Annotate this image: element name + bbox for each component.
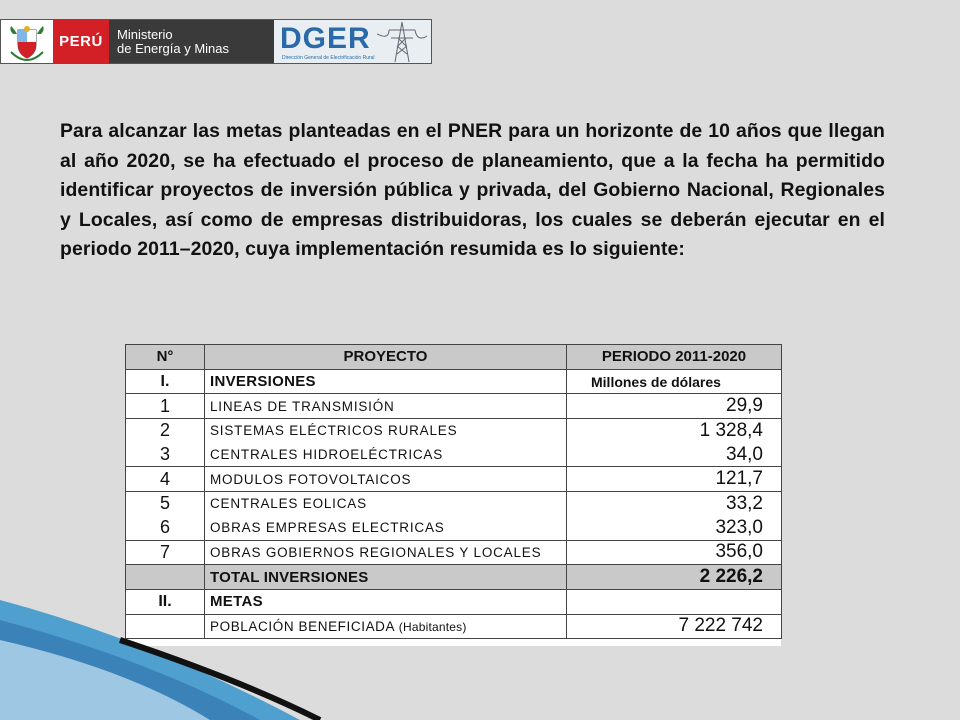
total-number-cell [126, 565, 205, 590]
row-number: 1 [126, 394, 205, 419]
population-value: 7 222 742 [567, 614, 782, 639]
ministry-label [109, 20, 274, 63]
row-value: 356,0 [567, 540, 782, 565]
power-tower-icon [377, 20, 427, 63]
row-project: CENTRALES HIDROELÉCTRICAS [205, 443, 567, 467]
row-number: 5 [126, 492, 205, 516]
row-value: 34,0 [567, 443, 782, 467]
row-value: 121,7 [567, 467, 782, 492]
row-project: MODULOS FOTOVOLTAICOS [205, 467, 567, 492]
col-header-number: N° [126, 345, 205, 370]
row-project: SISTEMAS ELÉCTRICOS RURALES [205, 419, 567, 443]
table-row [126, 467, 782, 492]
col-header-project: PROYECTO [205, 345, 567, 370]
table-header-row [126, 345, 782, 370]
row-number: 7 [126, 540, 205, 565]
total-value: 2 226,2 [567, 565, 782, 590]
section-title: METAS [205, 589, 567, 614]
row-value: 29,9 [567, 394, 782, 419]
table-row [126, 443, 782, 467]
header-logo-band [0, 19, 432, 64]
table-row [126, 540, 782, 565]
table-row [126, 419, 782, 443]
row-number: 6 [126, 516, 205, 540]
unit-label: Millones de dólares [567, 369, 782, 394]
section-title: INVERSIONES [205, 369, 567, 394]
row-project: OBRAS EMPRESAS ELECTRICAS [205, 516, 567, 540]
table-row [126, 516, 782, 540]
row-project: LINEAS DE TRANSMISIÓN [205, 394, 567, 419]
row-project: OBRAS GOBIERNOS REGIONALES Y LOCALES [205, 540, 567, 565]
row-number: 2 [126, 419, 205, 443]
section-number: II. [126, 589, 205, 614]
dger-logo [274, 20, 431, 63]
population-qualifier: (Habitantes) [398, 619, 467, 634]
dger-fullname: Dirección General de Electrificación Rural [282, 55, 375, 61]
intro-paragraph: Para alcanzar las metas planteadas en el PNER para un horizonte de 10 años que llegan al año 2020, se ha efectuado el proceso de planeamiento, que a la fecha ha permitido identificar proyectos de inversión pública y privada, del Gobierno Nacional, Regionales y Locales, así como de empresas distribuidoras, los cuales se deberán ejecutar en el periodo 2011–2020, cuya implementación resumida es lo siguiente: [60, 120, 885, 261]
section-row-investments [126, 369, 782, 394]
dger-wordmark: DGER [280, 22, 371, 55]
coat-of-arms-icon [1, 20, 53, 63]
row-number: 3 [126, 443, 205, 467]
total-row [126, 565, 782, 590]
table-row [126, 492, 782, 516]
row-value: 323,0 [567, 516, 782, 540]
row-project: CENTRALES EOLICAS [205, 492, 567, 516]
row-value: 1 328,4 [567, 419, 782, 443]
row-number: 4 [126, 467, 205, 492]
ministry-line2: de Energía y Minas [117, 40, 230, 56]
col-header-period: PERIODO 2011-2020 [567, 345, 782, 370]
population-name: POBLACIÓN BENEFICIADA [210, 618, 395, 634]
section-empty-cell [567, 589, 782, 614]
table-row [126, 394, 782, 419]
section-number: I. [126, 369, 205, 394]
peru-label: PERÚ [53, 20, 109, 63]
row-value: 33,2 [567, 492, 782, 516]
total-label: TOTAL INVERSIONES [205, 565, 567, 590]
decorative-swoosh [0, 600, 340, 720]
ministry-line1: Ministerio [117, 26, 173, 42]
